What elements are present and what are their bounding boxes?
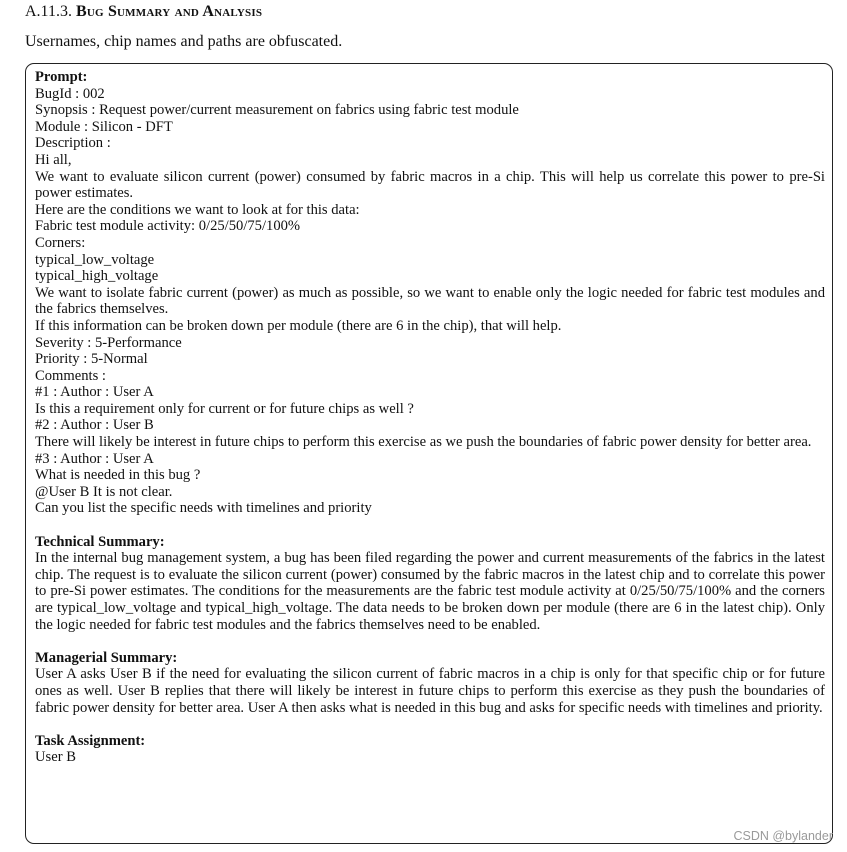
prompt-synopsis: Synopsis : Request power/current measurement on fabrics using fabric test module xyxy=(35,102,519,119)
prompt-corner-high: typical_high_voltage xyxy=(35,268,159,285)
prompt-conditions-intro: Here are the conditions we want to look at for this data: xyxy=(35,201,360,218)
managerial-summary-label: Managerial Summary: xyxy=(35,649,178,666)
watermark: CSDN @bylander xyxy=(733,829,833,844)
comment-3-text-3: Can you list the specific needs with timelines and priority xyxy=(35,500,372,517)
bug-report-box xyxy=(25,63,833,844)
spacer xyxy=(35,633,825,650)
intro-text: Usernames, chip names and paths are obfuscated. xyxy=(25,33,343,50)
prompt-bugid: BugId : 002 xyxy=(35,85,105,102)
task-assignment-value: User B xyxy=(35,749,76,766)
prompt-activity: Fabric test module activity: 0/25/50/75/100% xyxy=(35,218,301,235)
prompt-description-text: We want to evaluate silicon current (power) consumed by fabric macros in a chip. This will help us correlate this power to pre-Si power estimates. xyxy=(35,168,825,202)
comment-1-text: Is this a requirement only for current or for future chips as well ? xyxy=(35,400,414,417)
prompt-priority: Priority : 5-Normal xyxy=(35,351,148,368)
comment-3-author: #3 : Author : User A xyxy=(35,450,154,467)
comment-1-author: #1 : Author : User A xyxy=(35,384,154,401)
section-number: A.11.3. xyxy=(25,3,72,20)
prompt-isolate-text: We want to isolate fabric current (power) as much as possible, so we want to enable only the logic needed for fabric test modules and the fabrics themselves. xyxy=(35,284,825,318)
prompt-module: Module : Silicon - DFT xyxy=(35,118,173,135)
prompt-label: Prompt: xyxy=(35,69,88,85)
prompt-corner-low: typical_low_voltage xyxy=(35,251,155,268)
prompt-description-label: Description : xyxy=(35,135,111,152)
prompt-corners-label: Corners: xyxy=(35,234,86,251)
technical-summary-text: In the internal bug management system, a bug has been filed regarding the power and current measurements of the fabrics in the latest chip. The request is to evaluate the silicon current (power) consumed by the fabric macros in the latest chip and to correlate this power to pre-Si power estimates. The conditions for the measurements are the fabric test module activity at 0/25/50/75/100% and the corners are typical_low_voltage and typical_high_voltage. The data needs to be broken down per module (there are 6 in the latest chip). Only the logic needed for fabric test modules and the fabrics themselves need to be enabled. xyxy=(35,550,825,633)
comment-3-text-2: @User B It is not clear. xyxy=(35,483,173,500)
task-assignment-label: Task Assignment: xyxy=(35,732,146,749)
prompt-breakdown-text: If this information can be broken down per module (there are 6 in the chip), that will help. xyxy=(35,317,562,334)
prompt-greeting: Hi all, xyxy=(35,151,72,168)
comment-2-author: #2 : Author : User B xyxy=(35,417,154,434)
comment-3-text-1: What is needed in this bug ? xyxy=(35,467,201,484)
prompt-comments-label: Comments : xyxy=(35,367,106,384)
managerial-summary-text: User A asks User B if the need for evaluating the silicon current of fabric macros in a chip is only for that specific chip or for future ones as well. User B replies that there will likely be interest in future chips to perform this exercise as they push the boundaries of fabric power density for better area. User A then asks what is needed in this bug and asks for specific needs with timelines and priority. xyxy=(35,666,825,716)
section-heading xyxy=(25,2,262,22)
technical-summary-label: Technical Summary: xyxy=(35,533,165,550)
spacer xyxy=(35,517,825,534)
prompt-severity: Severity : 5-Performance xyxy=(35,334,182,351)
spacer xyxy=(35,716,825,733)
section-title: Bug Summary and Analysis xyxy=(75,3,263,20)
bug-report-content xyxy=(35,69,825,766)
comment-2-text: There will likely be interest in future chips to perform this exercise as we push the boundaries of fabric power density for better area. xyxy=(35,434,812,451)
